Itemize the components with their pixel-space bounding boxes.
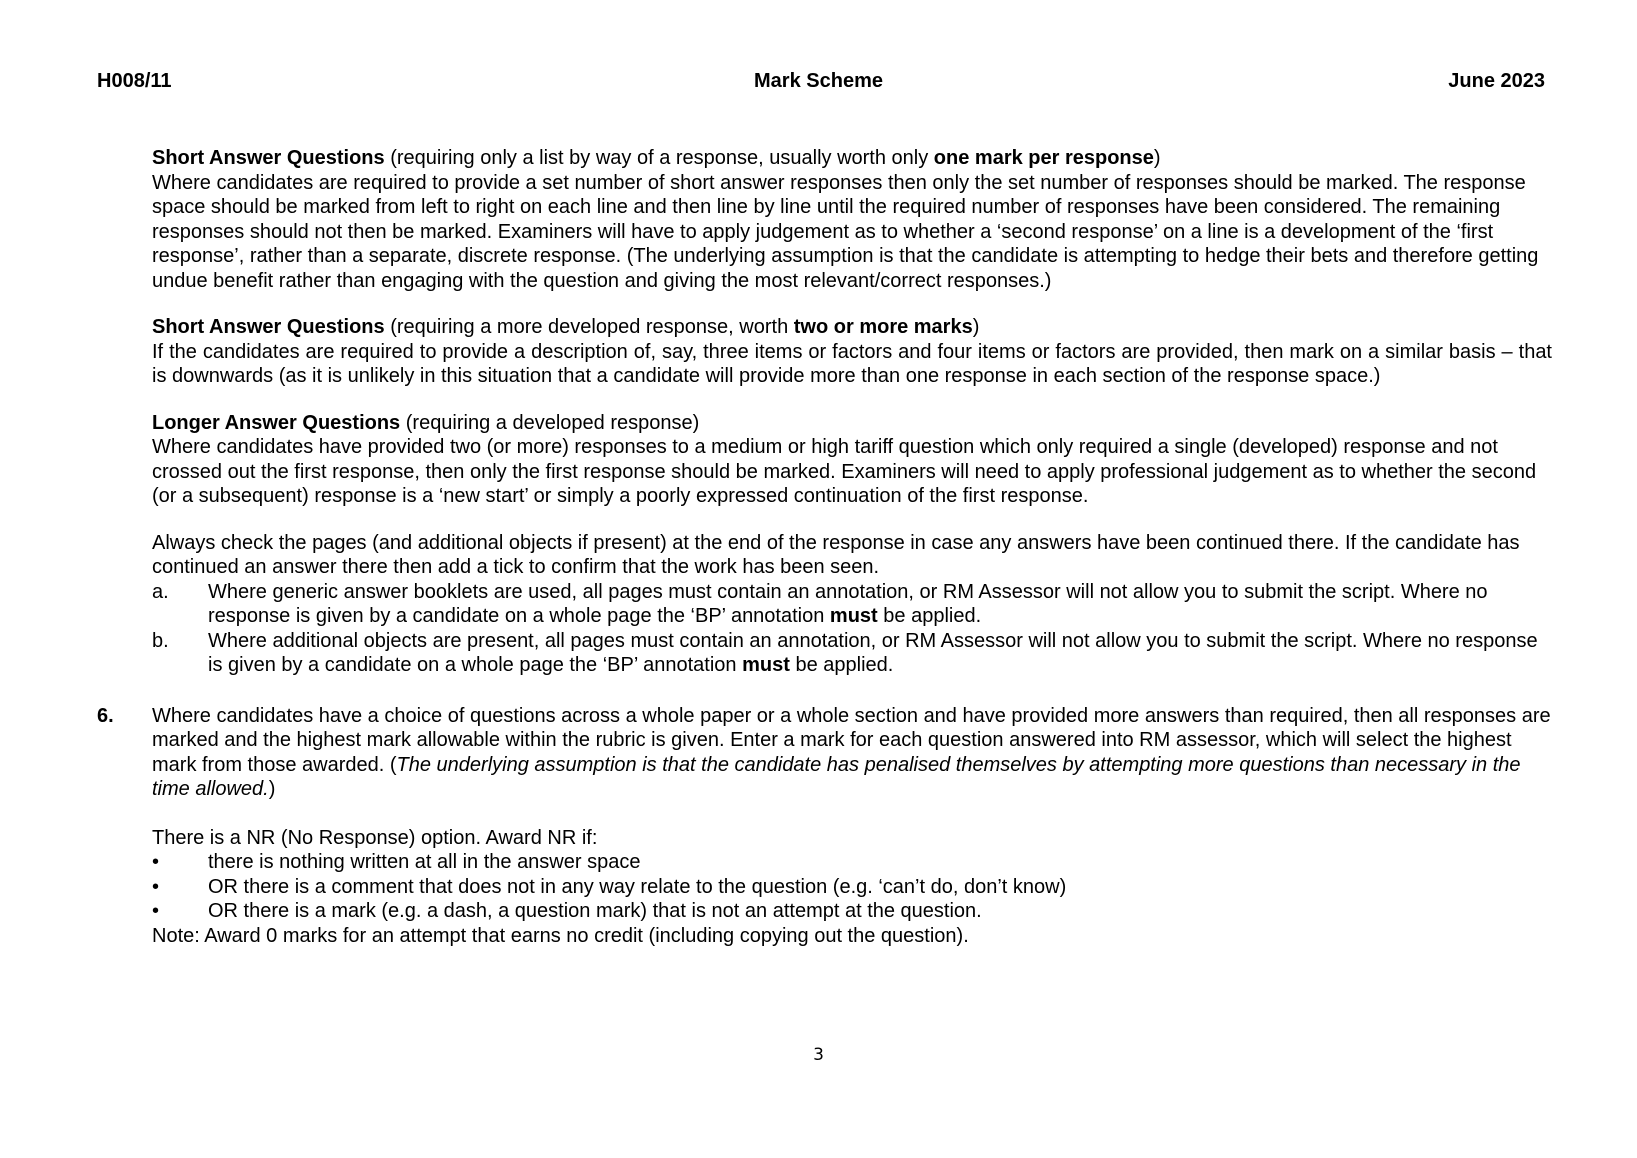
point-italic: The underlying assumption is that the candidate has penalised themselves by attempting more questions than necessary in the time allowed. [152, 753, 1521, 800]
list-item-text: Where additional objects are present, all pages must contain an annotation, or RM Assessor will not allow you to submit the script. Where no response is given by a candidate on a whole page the ‘BP’ annotation [208, 629, 1538, 676]
heading-close: ) [972, 316, 980, 338]
point-text: Where candidates have a choice of questions across a whole paper or a whole section and have provided more answers than required, then all responses are marked and the highest mark allowable within the rubric is given. Enter a mark for each question answered into RM assessor, which will select the highest mark from those awarded. ( [152, 704, 1551, 776]
heading-emphasis: two or more marks [793, 316, 973, 338]
section-body: If the candidates are required to provide a description of, say, three items or factors and four items or factors are provided, then mark on a similar basis – that is downwards (as it is unlikely in this situation that a candidate will provide more than one response in each section of the response space.) [152, 340, 1552, 387]
bullet-marker: • [152, 900, 160, 922]
section-body [152, 704, 1552, 802]
list-item-emphasis: must [829, 605, 878, 627]
heading-rest: (requiring only a list by way of a response, usually worth only [384, 147, 934, 169]
heading-bold: Short Answer Questions [152, 316, 385, 338]
heading-bold: Short Answer Questions [152, 147, 385, 169]
document-date: June 2023 [1448, 70, 1545, 92]
list-marker: b. [152, 629, 169, 652]
point-close: ) [268, 778, 276, 800]
section-body: Always check the pages (and additional objects if present) at the end of the response in case any answers have been continued there. If the candidate has continued an answer there then add a tick to confirm that the work has been seen. [152, 531, 1520, 578]
list-item [152, 850, 1552, 875]
section-short-answer-list [152, 146, 1552, 293]
section-heading [152, 411, 1552, 436]
nr-note: Note: Award 0 marks for an attempt that earns no credit (including copying out the question). [152, 924, 969, 947]
list-marker: a. [152, 580, 169, 603]
heading-close: ) [1153, 147, 1161, 169]
document-title: Mark Scheme [754, 70, 883, 92]
list-item-text: OR there is a mark (e.g. a dash, a question mark) that is not an attempt at the question. [208, 900, 982, 922]
list-item [152, 899, 1552, 924]
list-item-emphasis: must [742, 654, 790, 676]
heading-emphasis: one mark per response [933, 147, 1154, 169]
section-heading [152, 146, 1552, 171]
lettered-list [152, 580, 1552, 678]
bullet-list [152, 850, 1552, 924]
bullet-marker: • [152, 875, 160, 898]
section-heading [152, 315, 1552, 340]
list-item [152, 629, 1552, 678]
list-item [152, 875, 1552, 900]
list-item [152, 580, 1552, 629]
document-code: H008/11 [97, 70, 172, 92]
section-point-6 [97, 704, 1552, 949]
list-item-end: be applied. [877, 605, 982, 627]
nr-intro: There is a NR (No Response) option. Award NR if: [152, 826, 598, 849]
section-body: Where candidates have provided two (or more) responses to a medium or high tariff question which only required a single (developed) response and not crossed out the first response, then only the first response should be marked. Examiners will need to apply professional judgement as to whether the second (or a subsequent) response is a ‘new start’ or simply a poorly expressed continuation of the first response. [152, 436, 1537, 507]
point-number: 6. [97, 704, 114, 727]
section-check-pages [152, 531, 1552, 678]
page-body [97, 146, 1552, 948]
section-body: Where candidates are required to provide a set number of short answer responses then only the set number of responses should be marked. The response space should be marked from left to right on each line and then line by line until the required number of responses have been considered. The remaining responses should not then be marked. Examiners will have to apply judgement as to whether a ‘second response’ on a line is a development of the ‘first response’, rather than a separate, discrete response. (The underlying assumption is that the candidate is attempting to hedge their bets and therefore getting undue benefit rather than engaging with the question and giving the most relevant/correct responses.) [152, 171, 1539, 292]
heading-rest: (requiring a developed response) [400, 411, 700, 434]
list-item-text: OR there is a comment that does not in any way relate to the question (e.g. ‘can’t do, don’t know) [208, 875, 1067, 898]
heading-rest: (requiring a more developed response, worth [384, 316, 794, 338]
section-short-answer-developed [152, 315, 1552, 389]
list-item-text: there is nothing written at all in the answer space [208, 851, 641, 873]
page-number: 3 [813, 1045, 824, 1065]
list-item-end: be applied. [789, 654, 894, 676]
bullet-marker: • [152, 851, 160, 873]
heading-bold: Longer Answer Questions [152, 411, 401, 434]
section-longer-answer [152, 411, 1552, 509]
list-item-text: Where generic answer booklets are used, all pages must contain an annotation, or RM Assessor will not allow you to submit the script. Where no response is given by a candidate on a whole page the ‘BP’ annotation [208, 580, 1488, 627]
